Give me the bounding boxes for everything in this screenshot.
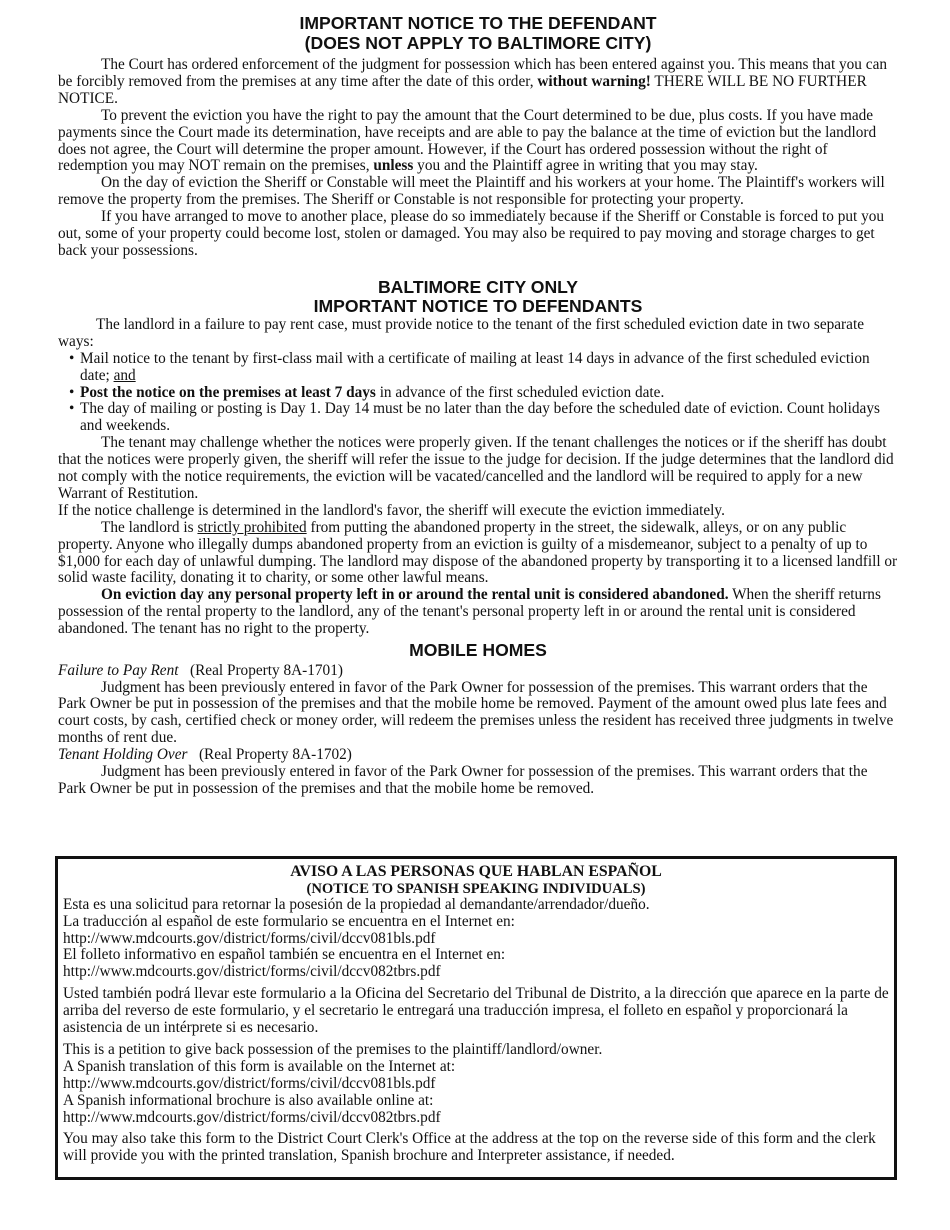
mobile-failure-heading: Failure to Pay Rent (Real Property 8A-1701) xyxy=(58,661,343,679)
notice2-title-line1: BALTIMORE CITY ONLY xyxy=(377,276,579,297)
english-line-2: A Spanish translation of this form is available on the Internet at: xyxy=(63,1057,456,1075)
notice2-title-line2: IMPORTANT NOTICE TO DEFENDANTS xyxy=(313,296,643,317)
mobile-homes-title: MOBILE HOMES xyxy=(409,640,547,661)
notice2-challenge-paragraph: The tenant may challenge whether the notices were properly given. If the tenant challenges the notices or if the sheriff has doubt that the notices were properly given, the sheriff will refer the issue to the judge for decision. If the judge determines that the landlord did not comply with the notice requirements, the eviction will be vacated/cancelled and the landlord will be required to apply for a new Warrant of Restitution. xyxy=(58,434,894,502)
notice2-abandoned-paragraph: On eviction day any personal property left in or around the rental unit is considered abandoned. When the sheriff returns possession of the rental property to the landlord, any of the tenant's personal property left in or around the rental unit is considered abandoned. The tenant has no right to the property. xyxy=(58,586,881,638)
mobile-holding-over-paragraph: Judgment has been previously entered in favor of the Park Owner for possession of the premises. This warrant orders that the Park Owner be put in possession of the premises and that the mobile home be removed. xyxy=(58,763,868,797)
bullet-icon: • xyxy=(69,383,75,401)
spanish-notice-title: AVISO A LAS PERSONAS QUE HABLAN ESPAÑOL xyxy=(290,863,662,880)
spanish-line-2: La traducción al español de este formulario se encuentra en el Internet en: xyxy=(63,912,515,930)
notice1-paragraph-3: On the day of eviction the Sheriff or Constable will meet the Plaintiff and his workers at your home. The Plaintiff's workers will remove the property from the premises. The Sheriff or Constable is not responsible for protecting your property. xyxy=(58,174,885,209)
notice2-prohibited-paragraph: The landlord is strictly prohibited from putting the abandoned property in the street, the sidewalk, alleys, or on any public property. Anyone who illegally dumps abandoned property from an eviction is guilty of a misdemeanor, subject to a penalty of up to $1,000 for each day of unlawful dumping. The landlord may dispose of the abandoned property by transporting it to a licensed landfill or solid waste facility, donating it to charity, or some other lawful means. xyxy=(58,518,898,587)
mobile-holding-over-heading: Tenant Holding Over (Real Property 8A-1702) xyxy=(58,746,352,764)
notice2-favor-paragraph: If the notice challenge is determined in the landlord's favor, the sheriff will execute the eviction immediately. xyxy=(58,501,725,519)
english-line-1: This is a petition to give back possession of the premises to the plaintiff/landlord/owner. xyxy=(63,1040,603,1058)
list-item: • Mail notice to the tenant by first-class mail with a certificate of mailing at least 14 days in advance of the first scheduled eviction date; and xyxy=(69,349,870,384)
notice2-bullet-list xyxy=(58,351,898,436)
notice2-title xyxy=(58,278,898,317)
english-form-link[interactable]: http://www.mdcourts.gov/district/forms/civil/dccv081bls.pdf xyxy=(63,1074,436,1092)
document-page xyxy=(58,14,898,798)
spanish-clerk-paragraph: Usted también podrá llevar este formulario a la Oficina del Secretario del Tribunal de Distrito, a la dirección que aparece en la parte de arriba del reverso de este formulario, y el secretario le entregará una traducción impresa, el folleto en español y proporcionará la asistencia de un intérprete si es necesario. xyxy=(63,985,889,1037)
notice1-title-line1: IMPORTANT NOTICE TO THE DEFENDANT xyxy=(299,13,657,33)
notice1-paragraph-2: To prevent the eviction you have the right to pay the amount that the Court determined to be due, plus costs. If you have made payments since the Court made its determination, have receipts and are able to pay the balance at the time of eviction but the landlord does not agree, the Court will determine the proper amount. However, if the Court has ordered possession without the right of redemption you may NOT remain on the premises, unless you and the Plaintiff agree in writing that you may stay. xyxy=(58,106,877,175)
notice1-paragraph-4: If you have arranged to move to another place, please do so immediately because if the Sheriff or Constable is forced to put you out, some of your property could become lost, stolen or damaged. You may also be required to pay moving and storage charges to get back your possessions. xyxy=(58,208,885,259)
spanish-notice-box xyxy=(55,856,897,1180)
english-clerk-paragraph: You may also take this form to the District Court Clerk's Office at the address at the top on the reverse side of this form and the clerk will provide you with the printed translation, Spanish brochure and Interpreter assistance, if needed. xyxy=(63,1130,876,1165)
notice1-title-line2: (DOES NOT APPLY TO BALTIMORE CITY) xyxy=(304,32,652,53)
spanish-notice-subtitle: (NOTICE TO SPANISH SPEAKING INDIVIDUALS) xyxy=(306,880,646,897)
notice1-title xyxy=(58,14,898,53)
list-item: • Post the notice on the premises at least 7 days in advance of the first scheduled eviction date. xyxy=(69,383,665,401)
spanish-brochure-link[interactable]: http://www.mdcourts.gov/district/forms/civil/dccv082tbrs.pdf xyxy=(63,963,441,981)
bullet-icon: • xyxy=(69,349,75,367)
mobile-failure-paragraph: Judgment has been previously entered in favor of the Park Owner for possession of the premises. This warrant orders that the Park Owner be put in possession of the premises and that the mobile home be removed. Payment of the amount owed plus late fees and court costs, by cash, certified check or money order, will redeem the premises unless the resident has received three judgments in twelve months of rent due. xyxy=(58,678,894,747)
notice1-paragraph-1: The Court has ordered enforcement of the judgment for possession which has been entered against you. This means that you can be forcibly removed from the premises at any time after the date of this order, without warning! THERE WILL BE NO FURTHER NOTICE. xyxy=(58,56,888,107)
list-item: • The day of mailing or posting is Day 1. Day 14 must be no later than the day before the scheduled date of eviction. Count holidays and weekends. xyxy=(69,400,880,435)
english-line-4: A Spanish informational brochure is also available online at: xyxy=(63,1091,434,1109)
spanish-line-4: El folleto informativo en español también se encuentra en el Internet en: xyxy=(63,946,506,964)
notice2-intro: The landlord in a failure to pay rent case, must provide notice to the tenant of the first scheduled eviction date in two separate ways: xyxy=(58,315,864,350)
english-brochure-link[interactable]: http://www.mdcourts.gov/district/forms/civil/dccv082tbrs.pdf xyxy=(63,1108,441,1126)
bullet-icon: • xyxy=(69,400,75,418)
spanish-line-1: Esta es una solicitud para retornar la posesión de la propiedad al demandante/arrendador/dueño. xyxy=(63,895,650,913)
spanish-form-link[interactable]: http://www.mdcourts.gov/district/forms/civil/dccv081bls.pdf xyxy=(63,929,436,947)
